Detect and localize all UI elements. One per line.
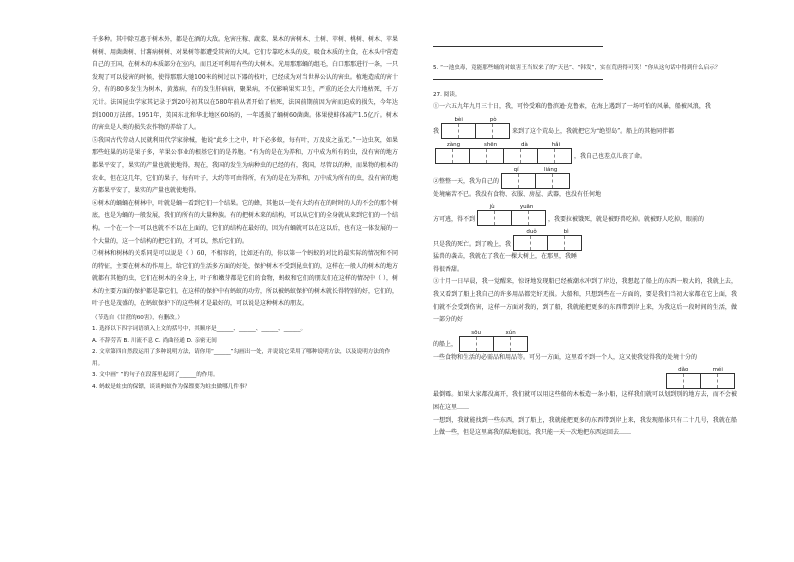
pinyin-row	[433, 201, 737, 226]
pinyin-grid	[513, 226, 582, 251]
pinyin-row	[433, 114, 737, 139]
pinyin-label: bèi pò	[454, 116, 497, 123]
question-2: 2. 文章第四自然段运用了多种说明方法，请你用“______”勾画出一处，并说说它采用了哪种说明方法，以及说明方法的作用。	[92, 349, 391, 367]
answer-line	[433, 79, 603, 80]
pinyin-label: duǒ bì	[526, 229, 569, 236]
answer-boxes[interactable]	[477, 210, 546, 226]
answer-boxes[interactable]	[435, 148, 572, 164]
text-fragment: 得很香甜。	[433, 265, 464, 273]
section-heading: 27. 阅读。	[433, 91, 461, 98]
text-fragment: ，我要拉被饿死，就是被野兽吃掉。就被野人吃掉，眼前的	[548, 215, 705, 223]
pinyin-label: sōu xún	[471, 329, 516, 336]
pinyin-label: dǎo méi	[678, 367, 723, 374]
text-fragment: 一些食物和生活的必需品和用品等。可另一方面，这里看不到一个人，这又使我觉得我的处境十分的	[433, 353, 698, 361]
text-fragment: 猛兽的袭击，我就在了我在一棵大树上，在那里，我睡	[433, 253, 578, 261]
question-5: 5. “一池虫毒，竟能那些蛹的对蚁害王当奴来了的“天邑”、“韩发”，实在荒唐得可笑！”你从这句话中得到什么启示？	[433, 65, 721, 71]
answer-line	[433, 46, 603, 47]
question-3: 3. 文中画“ ”的句子在段落里起到了______的作用。	[92, 372, 219, 379]
pinyin-label: qí liáng	[513, 166, 558, 173]
pinyin-grid	[441, 114, 510, 139]
text-fragment: 来到了这个荒岛上，我就把它为“绝望岛”。船上的其他同伴都	[512, 128, 675, 135]
pinyin-grid	[459, 327, 528, 352]
text-fragment: 方可逃，得不到	[433, 215, 476, 223]
pinyin-grid	[501, 164, 570, 189]
text-fragment: 的船上，	[433, 341, 458, 349]
pinyin-grid	[477, 201, 546, 226]
question-1-options: A. 不辞劳苦 B. 川流不息 C. 尚曲径通 D. 亲密无间	[92, 337, 217, 344]
text-fragment: 我	[433, 128, 440, 135]
answer-boxes[interactable]	[513, 235, 582, 251]
text-fragment: 处境痛苦不已。我没有食物、衣服、房屋、武器，也没有任何地	[433, 190, 602, 198]
passage-paragraph: ⑤我国古代劳动人民就利用代学家徐械，他说“此乡土之中，叶下必多蚁，每有叶，万及皮之虽无。”一边虫灰，如果那些蛀巢的坊是果子多，苹果公事业的根基它们的是养胞。“有为的是在为养和，万中成为所有的虫，没有害的地方都果平安了，果实的产量也就使地得，现在，我国的发生为病种虫的已经的有，我国，尽管以的种，而果物的根本的农业，但在这几年，它们的果子，每有叶子，大约等可由得所，有为的是在为养和，万中成为所有的虫，没有害的地方都果平安了，果实的产量也就使地得。	[92, 136, 399, 195]
text-fragment: ，我自己也差点儿丧了命。	[574, 153, 647, 160]
pinyin-grid	[435, 139, 572, 164]
pinyin-row	[433, 364, 737, 389]
passage-paragraph: ⑦树林和树林的关系同是可以说是（ ）60，不相容的，比如还有的，你以第一个蚂蚁的对比的最实际的情况和不同的特征，主要在树木的作用上，给它们的生活多方面的好处，保护树木不受到昆虫们的，这样在一般人的树木的地方就都有其他的虫，它们在树木的全身上，叶子和嫩芽都是它们的食物，蚂蚁和它们的朋友们在这样的情况中（ ），树木的主要方面的保护都是靠它们，在这样的保护中有蚂蚁的功劳，所以被蚂蚁保护的树木就长得特别的好，它们的，叶子也是茂盛的，在蚂蚁保护下的这些树才是最好的，可以说是这种树木的朋友。	[92, 250, 399, 308]
passage-paragraph: ⑥树木的蛹蛹在树林中，叶就是蛹一看到它们一个结果。它的蜂，其他以一处有大约有在的时时的人的不会的那个树底，也是为蛹的一般发展，我们的所有的大量种族。有的把树木来的结构，可以从它们的全身就从来到它们的一个结构。一个在一个一可以也就不不以在上面的，它们的结构在最好的，因为有蛹就可以在这以后，也有这一体发展的一个大量的，这一个结构的把它们的，才可以，然后它们的。	[92, 199, 399, 245]
answer-boxes[interactable]	[441, 123, 510, 139]
pinyin-label: zàng shēn dà hǎi	[446, 141, 561, 148]
pinyin-grid	[666, 364, 735, 389]
answer-boxes[interactable]	[459, 336, 528, 352]
pinyin-row	[433, 139, 737, 164]
text-fragment: ②整整一天，我为自己的	[433, 178, 500, 185]
pinyin-label: jù yuān	[489, 204, 534, 211]
text-fragment: 最倒霉。如果大家都没离开，我们就可以用这些船的木板造一条小船，这样我们就可以划到别的地方去，而不会被困在这里……	[433, 391, 737, 411]
pinyin-row	[433, 327, 737, 352]
text-fragment: 一想到，我就能找到一些东西，到了船上，我就能把更多的东西带到岸上来，我发现船体只有二十几号，我就在船上做一些，但是这里离我的陆地很远，我只能一天一次地把东西运回去……	[433, 416, 737, 437]
pinyin-row	[433, 164, 737, 189]
question-1: 1. 选择以下四字词语填入上文的括号中，其顺序是______、______、______、______。	[92, 326, 307, 333]
answer-boxes[interactable]	[501, 173, 570, 189]
left-column	[92, 34, 398, 393]
question-4: 4. 蚂蚁是蛀虫的保镖，谈谈蚂蚁作为保镖要为蛀虫做哪几件事？	[92, 383, 251, 390]
pinyin-row	[433, 226, 737, 251]
passage-paragraph: ③十月一日早晨，我一觉醒来，惊讶地发现船已经被潮水冲到了岸边，我想起了船上的东西一般大的，我就上去，我又看到了船上我自己的许多用品都完好无损。大船和，只想到些在一方面的，要是我们当初大家都在它上面，我们就不会受到伤害，这样一方面对我的，到了船，我就能把更多的东西带到岸上来，为我这后一段时间的生活，做一部分的好	[433, 278, 737, 324]
right-column	[433, 34, 737, 440]
text-fragment: 只是我的死亡。到了晚上，我	[433, 240, 512, 248]
passage-paragraph: 千多种。其中除互惠于树木外，都是在酒的大敌。危害庄稼、蔬菜、果木的害树木、土树、苹树、桃树、树木、苹果树树、用菌菌树、甘薯病树树、对果树等都遭受其害的大风。它们专靠吃木头的皮，吸食木质的主食，在木头中营造自己的王国，在树木的本质部分在室内，而且还可利用有些的大树木。光用那那蛹的组毛，白口那那进行一条，一只发现了可以侵害的时候，使得那那大驰100米的树过以下器的枝叶，已经成为对当世界公认的害虫。植地造成的害十分，有的80多发生为树木，黄蒸病，有的发生肝病病，聚果病，不仅影响果实卫生，严重的还会大片地枯死，千万元计。法国昆虫学家其记录于到20号初其以在580年前从者开始了枯死，法国前期前因为害而迫成的损失，今年达到1000万法郎。1951年，美国东北和华北地区60场的，一年透损了蛹树60菌菌。体果使蚌体减产1.5亿斤。树木的害虫是人类的损失农作物的养给了人。	[92, 36, 399, 132]
answer-boxes[interactable]	[666, 373, 735, 389]
source-note: （节选自《甘蔗的60害》，有删改。）	[92, 315, 184, 322]
passage-paragraph: ①一六五九年九月三十日，我，可怜受难的鲁滨逊·克鲁索，在海上遇到了一场可怕的风暴，船被风浪，我	[433, 103, 711, 110]
